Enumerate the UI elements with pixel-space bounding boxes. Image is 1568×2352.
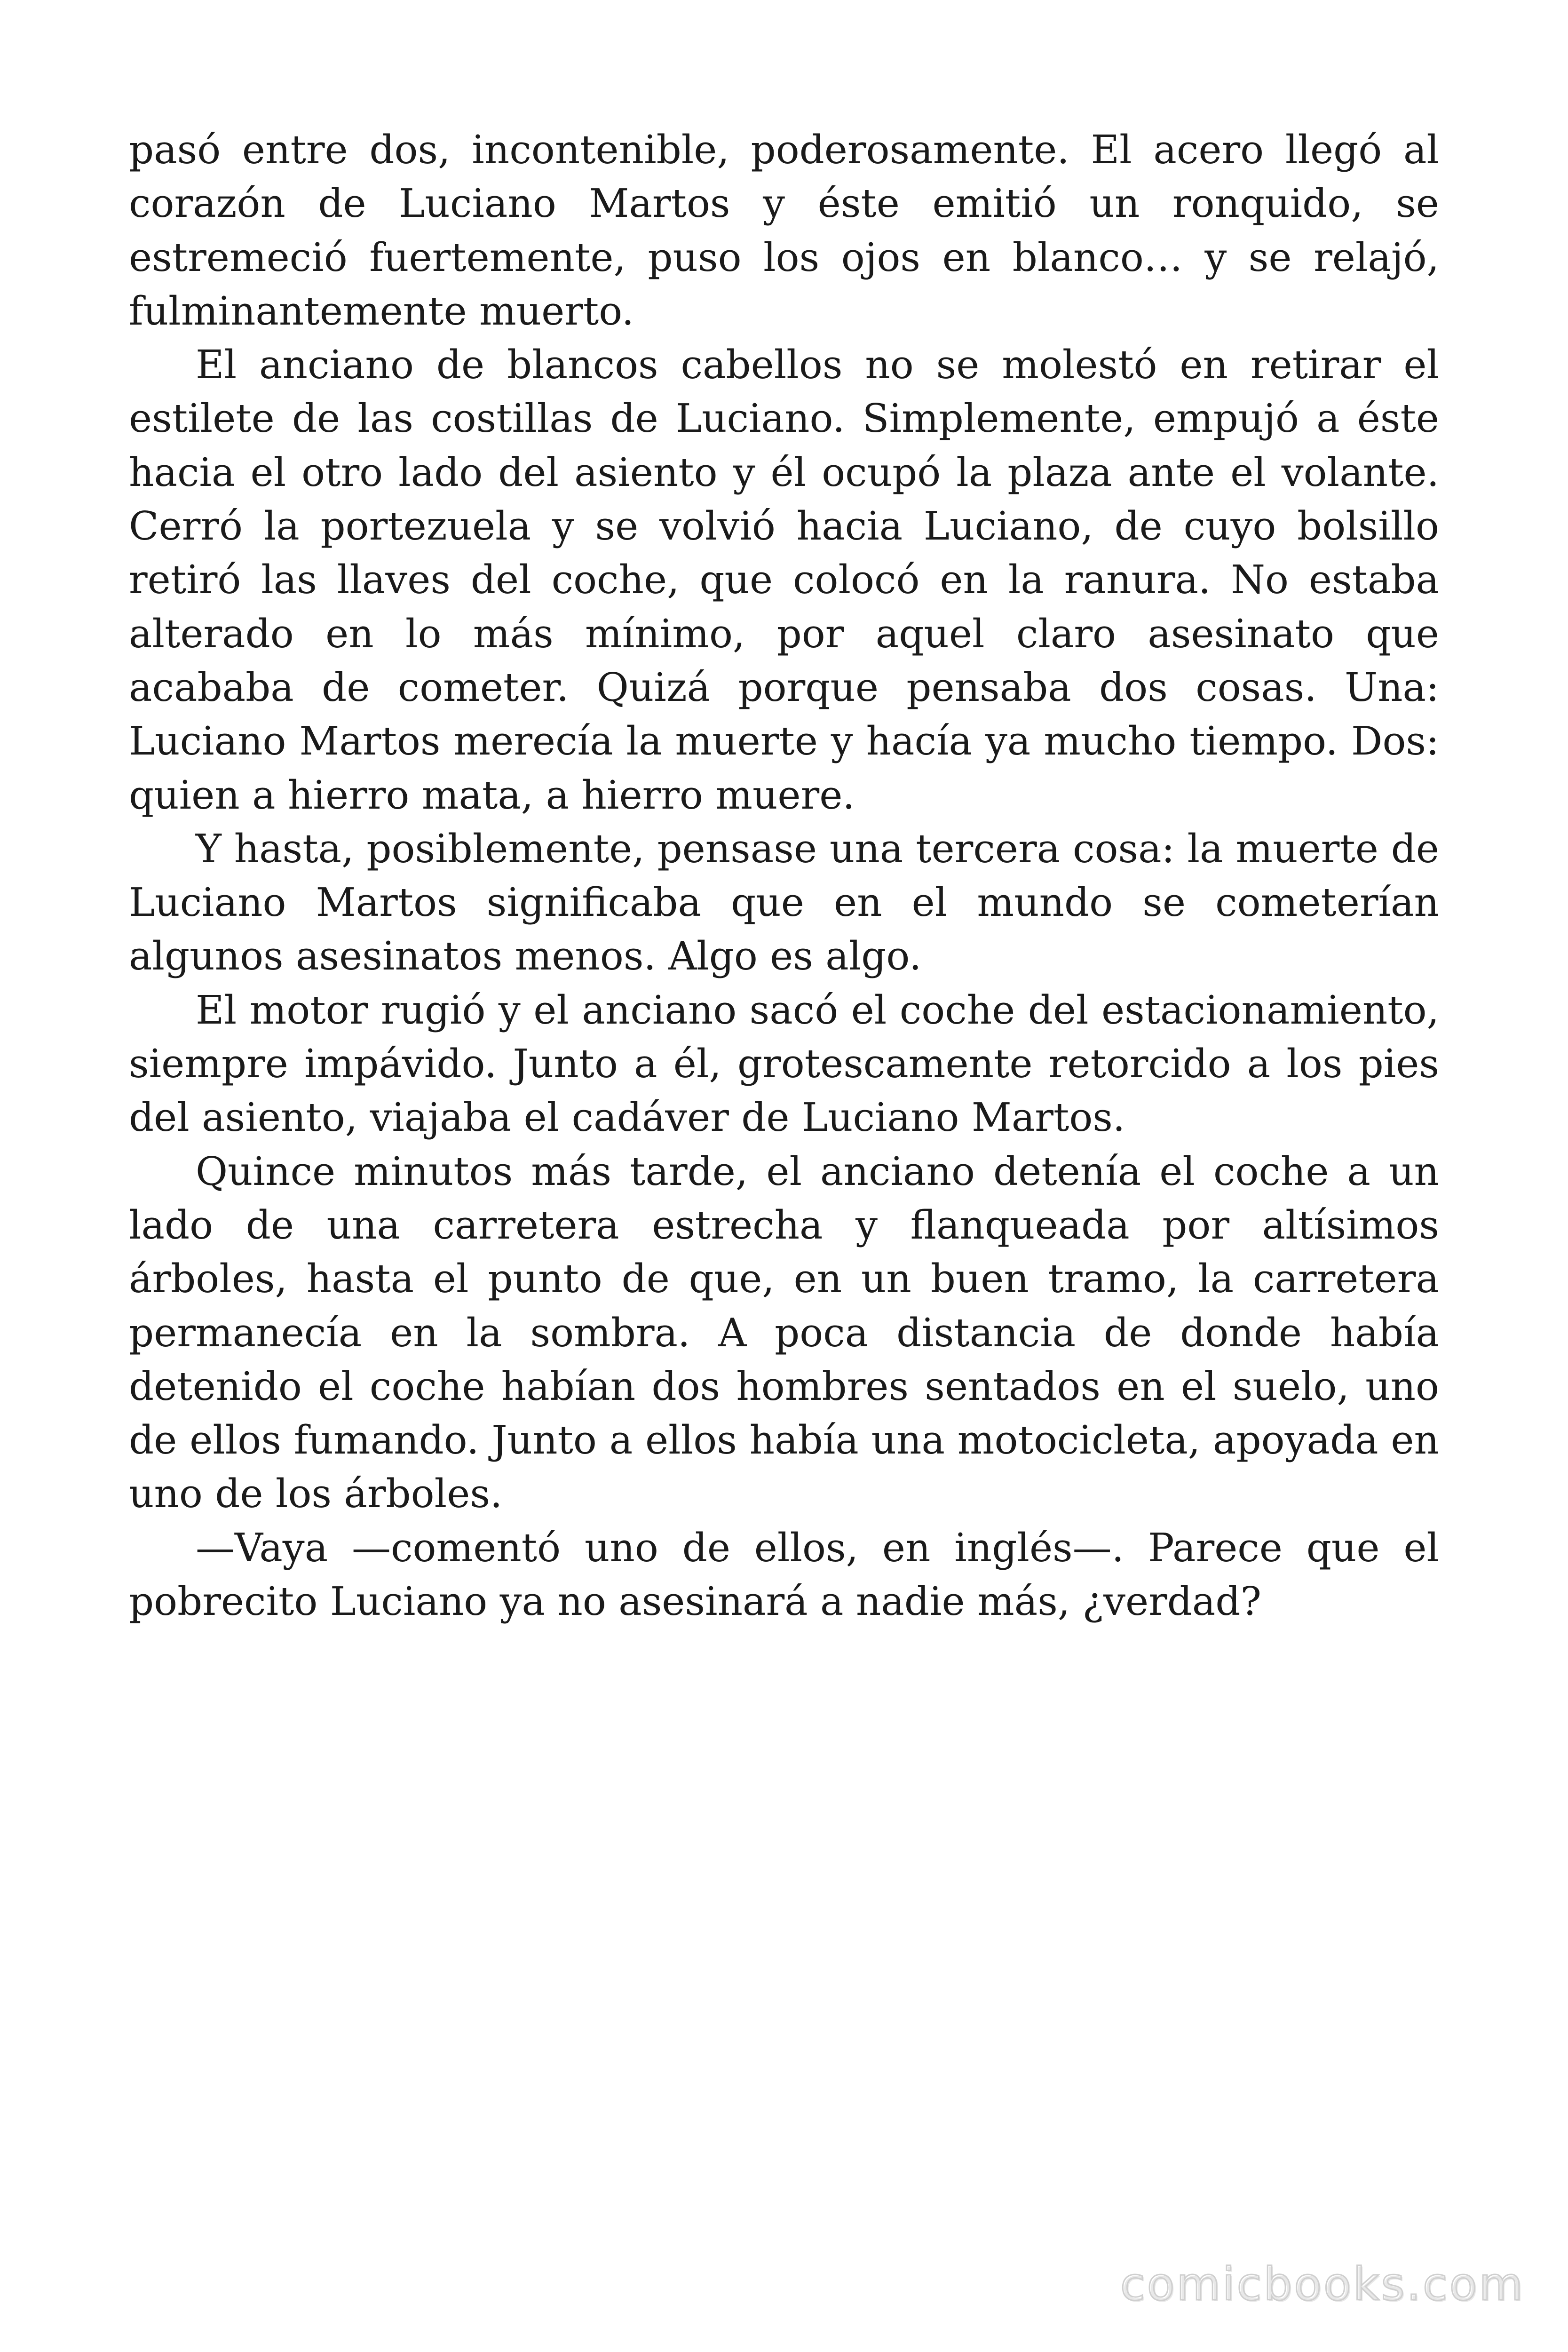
page-body [129,123,1439,1629]
watermark: comicbooks.com [1120,2258,1525,2311]
paragraph: Quince minutos más tarde, el anciano detenía el coche a un lado de una carretera estrecha y flanqueada por altísimos árboles, hasta el punto de que, en un buen tramo, la carretera permanecía en la sombra. A poca distancia de donde había detenido el coche habían dos hombres sentados en el suelo, uno de ellos fumando. Junto a ellos había una motocicleta, apoyada en uno de los árboles. [129,1148,1439,1517]
paragraph: pasó entre dos, incontenible, poderosamente. El acero llegó al corazón de Luciano Martos y éste emitió un ronquido, se estremeció fuertemente, puso los ojos en blanco… y se relajó, fulminantemente muerto. [129,127,1439,334]
paragraph: El anciano de blancos cabellos no se molestó en retirar el estilete de las costillas de Luciano. Simplemente, empujó a éste hacia el otro lado del asiento y él ocupó la plaza ante el volante. Cerró la portezuela y se volvió hacia Luciano, de cuyo bolsillo retiró las llaves del coche, que colocó en la ranura. No estaba alterado en lo más mínimo, por aquel claro asesinato que acababa de cometer. Quizá porque pensaba dos cosas. Una: Luciano Martos merecía la muerte y hacía ya mucho tiempo. Dos: quien a hierro mata, a hierro muere. [129,342,1439,818]
paragraph: —Vaya —comentó uno de ellos, en inglés—. Parece que el pobrecito Luciano ya no asesinará a nadie más, ¿verdad? [129,1525,1439,1625]
paragraph: Y hasta, posiblemente, pensase una tercera cosa: la muerte de Luciano Martos significaba que en el mundo se cometerían algunos asesinatos menos. Algo es algo. [129,826,1439,979]
paragraph: El motor rugió y el anciano sacó el coche del estacionamiento, siempre impávido. Junto a él, grotescamente retorcido a los pies del asiento, viajaba el cadáver de Luciano Martos. [129,987,1439,1141]
